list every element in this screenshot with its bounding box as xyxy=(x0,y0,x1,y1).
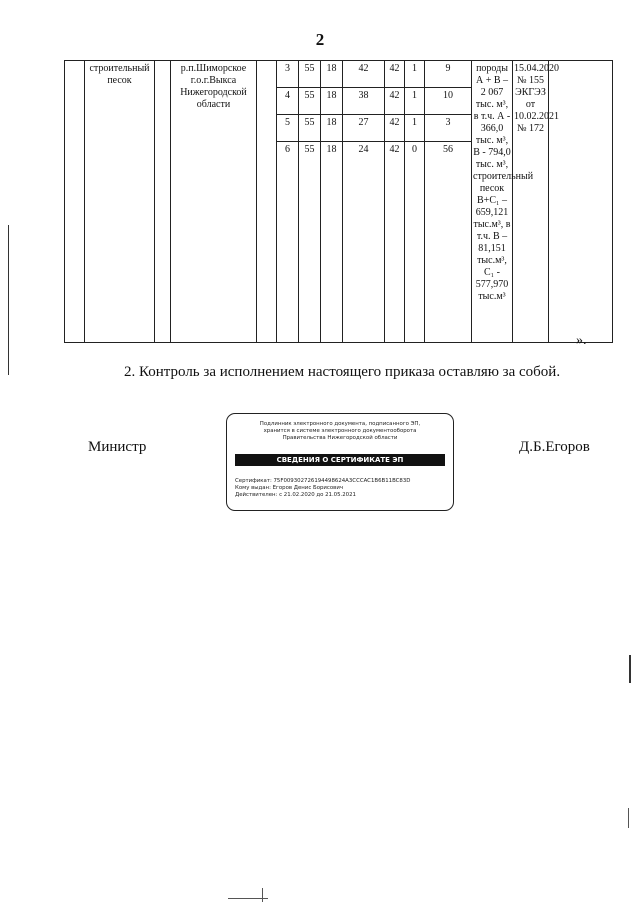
table-cell: 27 xyxy=(343,115,385,142)
table-cell: 9 xyxy=(425,61,472,88)
table-cell: 3 xyxy=(277,61,299,88)
table-cell: 38 xyxy=(343,88,385,115)
table-cell: 1 xyxy=(405,115,425,142)
table-cell: 42 xyxy=(343,61,385,88)
table-cell: 1 xyxy=(405,61,425,88)
mineral-cell: строительный песок xyxy=(85,61,155,343)
empty-cell xyxy=(257,61,277,343)
scan-artifact-line xyxy=(8,225,9,375)
page-number: 2 xyxy=(315,30,325,49)
empty-cell xyxy=(155,61,171,343)
closing-quote: ». xyxy=(576,333,587,348)
table-cell: 24 xyxy=(343,142,385,343)
table-cell: 42 xyxy=(385,61,405,88)
scan-artifact-mark xyxy=(262,888,263,902)
stamp-line: Подлинник электронного документа, подписанного ЭП, xyxy=(259,421,421,427)
table-cell: 42 xyxy=(385,88,405,115)
table-cell: 56 xyxy=(425,142,472,343)
table-cell: 18 xyxy=(321,115,343,142)
table-cell: 1 xyxy=(405,88,425,115)
empty-cell xyxy=(549,61,613,343)
scan-artifact-mark xyxy=(228,898,268,899)
stamp-header: СВЕДЕНИЯ О СЕРТИФИКАТЕ ЭП xyxy=(235,454,445,466)
table-cell: 55 xyxy=(299,61,321,88)
table-cell: 42 xyxy=(385,142,405,343)
scan-artifact-line xyxy=(629,655,631,683)
scan-artifact-line xyxy=(628,808,629,828)
protocol-cell: 15.04.2020 № 155 ЭКГЭЗ от 10.02.2021 № 172 xyxy=(513,61,549,343)
table-cell: 18 xyxy=(321,61,343,88)
reserves-cell: породы А + В – 2 067 тыс. м³, в т.ч. А - 366,0 тыс. м³, В - 794,0 тыс. м³, строительный песок В+С₁ – 659,121 тыс.м³, в т.ч. В – 81,151 тыс.м³, С₁ - 577,970 тыс.м³ xyxy=(472,61,513,343)
deposit-table xyxy=(64,60,613,343)
table-cell: 55 xyxy=(299,115,321,142)
table-cell: 10 xyxy=(425,88,472,115)
table-cell: 18 xyxy=(321,88,343,115)
location-cell: р.п.Шиморское г.о.г.Выкса Нижегородской области xyxy=(171,61,257,343)
signer-title: Министр xyxy=(88,439,147,455)
paragraph-2: 2. Контроль за исполнением настоящего приказа оставляю за собой. xyxy=(124,364,561,380)
e-signature-stamp xyxy=(226,413,454,511)
table-cell: 55 xyxy=(299,88,321,115)
table-cell: 18 xyxy=(321,142,343,343)
table-row xyxy=(65,61,613,88)
table-cell: 5 xyxy=(277,115,299,142)
stamp-line: Правительства Нижегородской области xyxy=(282,435,398,441)
table-cell: 55 xyxy=(299,142,321,343)
table-cell: 6 xyxy=(277,142,299,343)
table-cell: 4 xyxy=(277,88,299,115)
signer-name: Д.Б.Егоров xyxy=(519,439,590,455)
table-cell: 0 xyxy=(405,142,425,343)
stamp-issued-to: Кому выдан: Егоров Денис Борисович xyxy=(235,485,344,491)
stamp-certificate: Сертификат: 75F009302726194498624A3CCCAC1B6B11BC83D xyxy=(235,478,411,484)
stamp-line: хранится в системе электронного документооборота xyxy=(263,428,417,434)
table-cell: 42 xyxy=(385,115,405,142)
stamp-valid: Действителен: с 21.02.2020 до 21.05.2021 xyxy=(235,492,356,498)
table-cell: 3 xyxy=(425,115,472,142)
empty-cell xyxy=(65,61,85,343)
